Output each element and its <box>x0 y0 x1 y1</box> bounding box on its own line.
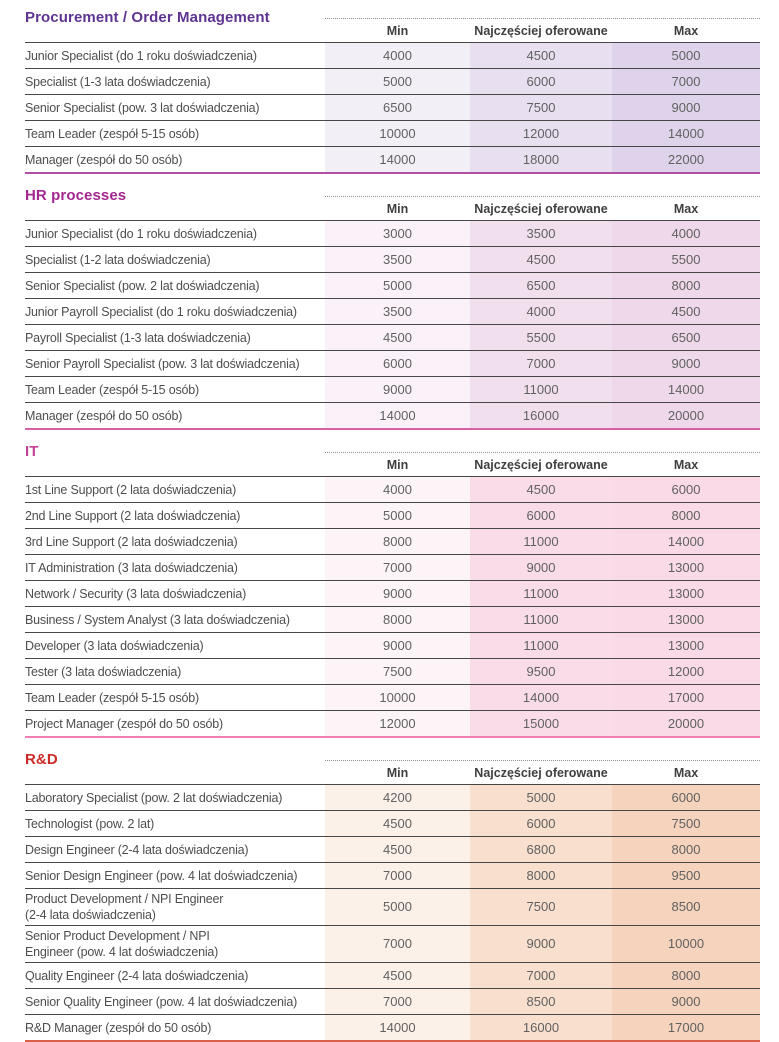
table-row <box>25 377 760 403</box>
job-title-cell <box>25 607 325 632</box>
job-title-line: Team Leader (zespół 5-15 osób) <box>25 690 199 705</box>
min-cell: 10000 <box>325 121 470 146</box>
mode-cell: 4500 <box>470 477 612 502</box>
max-cell: 10000 <box>612 926 760 962</box>
mode-cell: 11000 <box>470 581 612 606</box>
mode-cell: 11000 <box>470 633 612 658</box>
column-header-mode: Najczęściej oferowane <box>474 766 608 780</box>
job-title-line: Technologist (pow. 2 lat) <box>25 816 155 831</box>
job-title-line: Payroll Specialist (1-3 lata doświadczenia) <box>25 330 251 345</box>
mode-cell: 3500 <box>470 221 612 246</box>
job-title-cell <box>25 247 325 272</box>
job-title-line: Business / System Analyst (3 lata doświadczenia) <box>25 612 290 627</box>
section-header <box>25 8 760 43</box>
max-cell: 8000 <box>612 963 760 988</box>
max-cell: 14000 <box>612 377 760 402</box>
job-title-cell <box>25 403 325 428</box>
column-headers <box>325 452 760 476</box>
table-row <box>25 121 760 147</box>
column-headers <box>325 760 760 784</box>
job-title-line: Senior Product Development / NPI <box>25 929 210 943</box>
min-cell: 4500 <box>325 811 470 836</box>
mode-cell: 14000 <box>470 685 612 710</box>
job-title-line: Tester (3 lata doświadczenia) <box>25 664 182 679</box>
section-header <box>25 442 760 477</box>
job-title-cell <box>25 121 325 146</box>
job-title-line: Team Leader (zespół 5-15 osób) <box>25 382 199 397</box>
column-header-min: Min <box>386 458 409 472</box>
min-cell: 3500 <box>325 299 470 324</box>
max-cell: 17000 <box>612 1015 760 1040</box>
min-cell: 8000 <box>325 607 470 632</box>
max-cell: 8000 <box>612 273 760 298</box>
job-title-line: Senior Payroll Specialist (pow. 3 lat doświadczenia) <box>25 356 300 371</box>
column-header-mode: Najczęściej oferowane <box>474 458 608 472</box>
job-title-line: 1st Line Support (2 lata doświadczenia) <box>25 482 237 497</box>
job-title-line: 2nd Line Support (2 lata doświadczenia) <box>25 508 241 523</box>
max-cell: 4500 <box>612 299 760 324</box>
job-title-line: Specialist (1-2 lata doświadczenia) <box>25 252 211 267</box>
mode-cell: 6000 <box>470 69 612 94</box>
column-header-max: Max <box>673 202 699 216</box>
max-cell: 9000 <box>612 95 760 120</box>
table-row <box>25 1015 760 1040</box>
section-table <box>25 221 760 430</box>
table-row <box>25 503 760 529</box>
min-cell: 7000 <box>325 926 470 962</box>
max-cell: 6500 <box>612 325 760 350</box>
table-row <box>25 325 760 351</box>
column-headers <box>325 18 760 42</box>
column-header-min: Min <box>386 24 409 38</box>
table-row <box>25 581 760 607</box>
job-title-cell <box>25 299 325 324</box>
job-title-cell <box>25 43 325 68</box>
mode-cell: 6000 <box>470 503 612 528</box>
table-row <box>25 147 760 172</box>
job-title-cell <box>25 529 325 554</box>
table-row <box>25 221 760 247</box>
max-cell: 22000 <box>612 147 760 172</box>
table-row <box>25 555 760 581</box>
section-table <box>25 477 760 738</box>
job-title-cell <box>25 147 325 172</box>
max-cell: 14000 <box>612 529 760 554</box>
max-cell: 9000 <box>612 351 760 376</box>
max-cell: 13000 <box>612 555 760 580</box>
table-row <box>25 989 760 1015</box>
table-row <box>25 659 760 685</box>
job-title-cell <box>25 95 325 120</box>
job-title-cell <box>25 963 325 988</box>
column-header-max: Max <box>673 458 699 472</box>
table-row <box>25 477 760 503</box>
min-cell: 3500 <box>325 247 470 272</box>
job-title-line: Product Development / NPI Engineer <box>25 892 224 906</box>
job-title-line: Engineer (pow. 4 lat doświadczenia) <box>25 945 219 959</box>
max-cell: 6000 <box>612 477 760 502</box>
job-title-cell <box>25 555 325 580</box>
table-row <box>25 247 760 273</box>
max-cell: 8500 <box>612 889 760 925</box>
job-title-cell <box>25 837 325 862</box>
table-row <box>25 43 760 69</box>
min-cell: 4500 <box>325 325 470 350</box>
table-row <box>25 963 760 989</box>
min-cell: 3000 <box>325 221 470 246</box>
job-title-cell <box>25 989 325 1014</box>
min-cell: 14000 <box>325 147 470 172</box>
max-cell: 4000 <box>612 221 760 246</box>
mode-cell: 4500 <box>470 43 612 68</box>
mode-cell: 11000 <box>470 529 612 554</box>
column-headers <box>325 196 760 220</box>
column-header-max: Max <box>673 766 699 780</box>
min-cell: 4500 <box>325 837 470 862</box>
job-title-line: Project Manager (zespół do 50 osób) <box>25 716 223 731</box>
mode-cell: 6500 <box>470 273 612 298</box>
job-title-line: Quality Engineer (2-4 lata doświadczenia) <box>25 968 249 983</box>
job-title-line: Junior Specialist (do 1 roku doświadczenia) <box>25 48 257 63</box>
job-title-line: Senior Specialist (pow. 2 lat doświadczenia) <box>25 278 260 293</box>
min-cell: 5000 <box>325 273 470 298</box>
column-header-mode: Najczęściej oferowane <box>474 202 608 216</box>
section-table <box>25 43 760 174</box>
job-title-cell <box>25 377 325 402</box>
job-title-cell <box>25 325 325 350</box>
max-cell: 20000 <box>612 403 760 428</box>
mode-cell: 8000 <box>470 863 612 888</box>
mode-cell: 4000 <box>470 299 612 324</box>
mode-cell: 9500 <box>470 659 612 684</box>
job-title-cell <box>25 811 325 836</box>
mode-cell: 12000 <box>470 121 612 146</box>
min-cell: 9000 <box>325 581 470 606</box>
column-header-max: Max <box>673 24 699 38</box>
mode-cell: 16000 <box>470 1015 612 1040</box>
max-cell: 9500 <box>612 863 760 888</box>
job-title-line: IT Administration (3 lata doświadczenia) <box>25 560 238 575</box>
column-header-min: Min <box>386 202 409 216</box>
job-title-line: Network / Security (3 lata doświadczenia) <box>25 586 247 601</box>
table-row <box>25 811 760 837</box>
min-cell: 7000 <box>325 863 470 888</box>
table-row <box>25 351 760 377</box>
table-row <box>25 926 760 963</box>
section-title: R&D <box>25 751 58 768</box>
job-title-line: Senior Specialist (pow. 3 lat doświadczenia) <box>25 100 260 115</box>
table-row <box>25 837 760 863</box>
mode-cell: 15000 <box>470 711 612 736</box>
min-cell: 5000 <box>325 503 470 528</box>
section-it <box>25 442 760 738</box>
table-row <box>25 403 760 428</box>
mode-cell: 5000 <box>470 785 612 810</box>
section-title: Procurement / Order Management <box>25 9 270 26</box>
min-cell: 9000 <box>325 377 470 402</box>
job-title-line: 3rd Line Support (2 lata doświadczenia) <box>25 534 238 549</box>
job-title-line: Junior Specialist (do 1 roku doświadczenia) <box>25 226 257 241</box>
mode-cell: 9000 <box>470 926 612 962</box>
table-row <box>25 95 760 121</box>
min-cell: 9000 <box>325 633 470 658</box>
job-title-line: Junior Payroll Specialist (do 1 roku doświadczenia) <box>25 304 297 319</box>
section-rnd <box>25 750 760 1042</box>
table-row <box>25 529 760 555</box>
table-row <box>25 889 760 926</box>
job-title-line: R&D Manager (zespół do 50 osób) <box>25 1020 212 1035</box>
table-row <box>25 299 760 325</box>
max-cell: 14000 <box>612 121 760 146</box>
max-cell: 17000 <box>612 685 760 710</box>
max-cell: 7500 <box>612 811 760 836</box>
min-cell: 4500 <box>325 963 470 988</box>
section-table <box>25 785 760 1042</box>
job-title-cell <box>25 633 325 658</box>
max-cell: 13000 <box>612 607 760 632</box>
job-title-cell <box>25 477 325 502</box>
min-cell: 7000 <box>325 989 470 1014</box>
mode-cell: 11000 <box>470 377 612 402</box>
job-title-cell <box>25 69 325 94</box>
job-title-cell <box>25 273 325 298</box>
mode-cell: 7000 <box>470 963 612 988</box>
job-title-line: (2-4 lata doświadczenia) <box>25 908 156 922</box>
mode-cell: 11000 <box>470 607 612 632</box>
max-cell: 6000 <box>612 785 760 810</box>
table-row <box>25 69 760 95</box>
mode-cell: 7000 <box>470 351 612 376</box>
job-title-line: Developer (3 lata doświadczenia) <box>25 638 204 653</box>
job-title-cell <box>25 1015 325 1040</box>
mode-cell: 6000 <box>470 811 612 836</box>
column-header-min: Min <box>386 766 409 780</box>
min-cell: 14000 <box>325 403 470 428</box>
section-header <box>25 186 760 221</box>
max-cell: 8000 <box>612 837 760 862</box>
job-title-line: Team Leader (zespół 5-15 osób) <box>25 126 199 141</box>
table-row <box>25 863 760 889</box>
min-cell: 5000 <box>325 889 470 925</box>
max-cell: 20000 <box>612 711 760 736</box>
table-row <box>25 633 760 659</box>
job-title-line: Senior Design Engineer (pow. 4 lat doświadczenia) <box>25 868 298 883</box>
mode-cell: 6800 <box>470 837 612 862</box>
section-hr-processes <box>25 186 760 430</box>
job-title-cell <box>25 863 325 888</box>
table-row <box>25 685 760 711</box>
job-title-line: Design Engineer (2-4 lata doświadczenia) <box>25 842 249 857</box>
max-cell: 12000 <box>612 659 760 684</box>
max-cell: 7000 <box>612 69 760 94</box>
job-title-cell <box>25 351 325 376</box>
min-cell: 5000 <box>325 69 470 94</box>
section-title: IT <box>25 443 39 460</box>
job-title-cell <box>25 926 325 962</box>
section-header <box>25 750 760 785</box>
max-cell: 5500 <box>612 247 760 272</box>
job-title-cell <box>25 503 325 528</box>
table-row <box>25 785 760 811</box>
job-title-line: Specialist (1-3 lata doświadczenia) <box>25 74 211 89</box>
job-title-cell <box>25 659 325 684</box>
mode-cell: 18000 <box>470 147 612 172</box>
section-procurement-order-management <box>25 8 760 174</box>
max-cell: 8000 <box>612 503 760 528</box>
min-cell: 8000 <box>325 529 470 554</box>
min-cell: 4000 <box>325 43 470 68</box>
job-title-line: Senior Quality Engineer (pow. 4 lat doświadczenia) <box>25 994 298 1009</box>
min-cell: 7500 <box>325 659 470 684</box>
min-cell: 6000 <box>325 351 470 376</box>
mode-cell: 9000 <box>470 555 612 580</box>
max-cell: 5000 <box>612 43 760 68</box>
job-title-cell <box>25 221 325 246</box>
mode-cell: 5500 <box>470 325 612 350</box>
job-title-cell <box>25 785 325 810</box>
max-cell: 13000 <box>612 581 760 606</box>
job-title-cell <box>25 711 325 736</box>
min-cell: 4000 <box>325 477 470 502</box>
job-title-line: Manager (zespół do 50 osób) <box>25 408 183 423</box>
min-cell: 14000 <box>325 1015 470 1040</box>
mode-cell: 7500 <box>470 95 612 120</box>
table-row <box>25 273 760 299</box>
job-title-cell <box>25 581 325 606</box>
section-title: HR processes <box>25 187 127 204</box>
job-title-cell <box>25 685 325 710</box>
min-cell: 7000 <box>325 555 470 580</box>
min-cell: 4200 <box>325 785 470 810</box>
mode-cell: 4500 <box>470 247 612 272</box>
min-cell: 12000 <box>325 711 470 736</box>
min-cell: 6500 <box>325 95 470 120</box>
job-title-line: Laboratory Specialist (pow. 2 lat doświadczenia) <box>25 790 283 805</box>
min-cell: 10000 <box>325 685 470 710</box>
max-cell: 9000 <box>612 989 760 1014</box>
salary-report <box>25 8 760 1042</box>
mode-cell: 8500 <box>470 989 612 1014</box>
table-row <box>25 607 760 633</box>
column-header-mode: Najczęściej oferowane <box>474 24 608 38</box>
mode-cell: 7500 <box>470 889 612 925</box>
table-row <box>25 711 760 736</box>
job-title-line: Manager (zespół do 50 osób) <box>25 152 183 167</box>
max-cell: 13000 <box>612 633 760 658</box>
mode-cell: 16000 <box>470 403 612 428</box>
